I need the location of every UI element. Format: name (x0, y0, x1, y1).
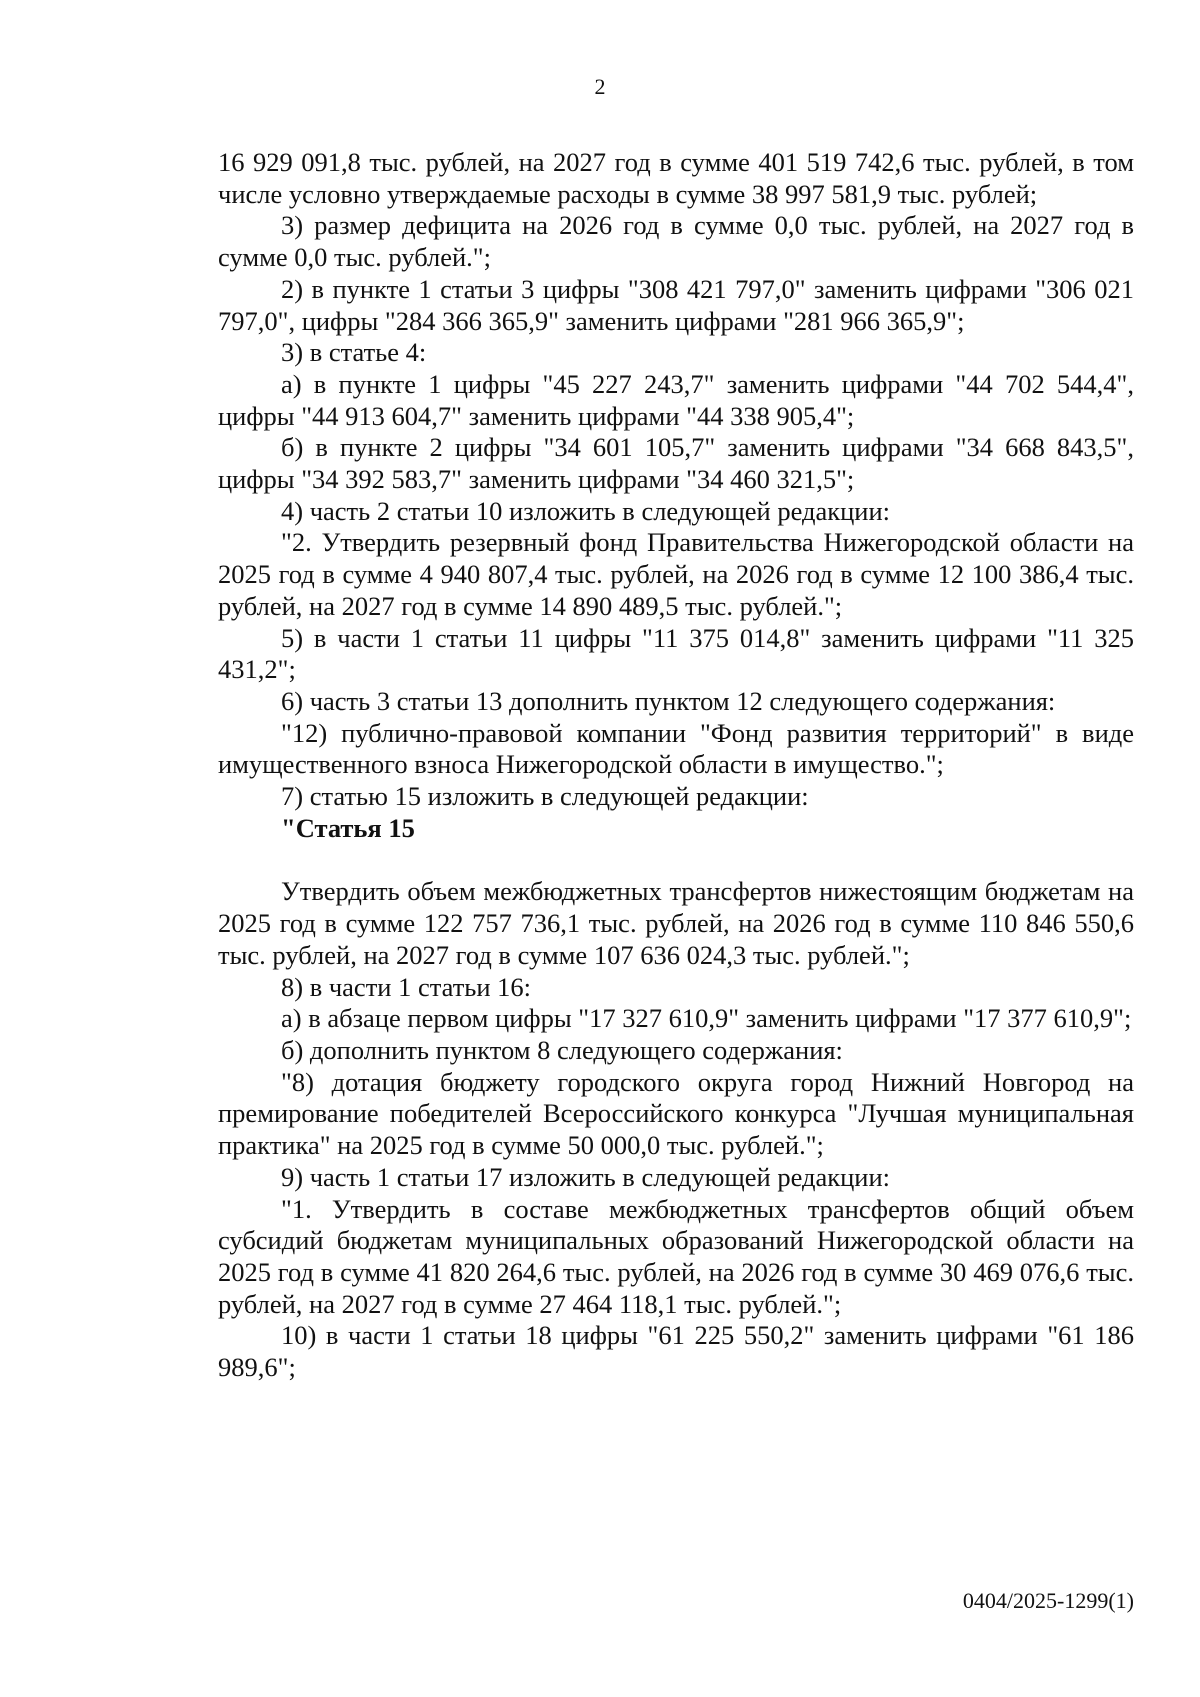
paragraph-subsidies: "1. Утвердить в составе межбюджетных трансфертов общий объем субсидий бюджетам муниципальных образований Нижегородской области на 2025 год в сумме 41 820 264,6 тыс. рублей, на 2026 год в сумме 30 469 076,6 тыс. рублей, на 2027 год в сумме 27 464 118,1 тыс. рублей."; (218, 1193, 1134, 1319)
paragraph-continuation: 16 929 091,8 тыс. рублей, на 2027 год в сумме 401 519 742,6 тыс. рублей, в том числе условно утверждаемые расходы в сумме 38 997 581,9 тыс. рублей; (218, 147, 1134, 209)
paragraph-item-4: 4) часть 2 статьи 10 изложить в следующей редакции: (281, 495, 891, 526)
paragraph-item-3: 3) в статье 4: (281, 337, 427, 368)
paragraph-reserve-fund: "2. Утвердить резервный фонд Правительства Нижегородской области на 2025 год в сумме 4 940 807,4 тыс. рублей, на 2026 год в сумме 12 100 386,4 тыс. рублей, на 2027 год в сумме 14 890 489,5 тыс. рублей."; (218, 527, 1134, 621)
article-heading: "Статья 15 (281, 812, 415, 843)
paragraph-item-8b: б) дополнить пунктом 8 следующего содержания: (281, 1034, 843, 1065)
paragraph-item-3b: б) в пункте 2 цифры "34 601 105,7" заменить цифрами "34 668 843,5", цифры "34 392 583,7" заменить цифрами "34 460 321,5"; (218, 432, 1134, 495)
page-number: 2 (594, 74, 606, 99)
paragraph-item-6: 6) часть 3 статьи 13 дополнить пунктом 12 следующего содержания: (281, 685, 1056, 716)
paragraph-item-7: 7) статью 15 изложить в следующей редакции: (281, 781, 809, 812)
document-body (218, 147, 1134, 1384)
paragraph-deficit: 3) размер дефицита на 2026 год в сумме 0,0 тыс. рублей, на 2027 год в сумме 0,0 тыс. рублей."; (218, 210, 1134, 273)
paragraph-article-15-text: Утвердить объем межбюджетных трансфертов нижестоящим бюджетам на 2025 год в сумме 122 757 736,1 тыс. рублей, на 2026 год в сумме 110 846 550,6 тыс. рублей, на 2027 год в сумме 107 636 024,3 тыс. рублей."; (218, 876, 1134, 970)
paragraph-item-10: 10) в части 1 статьи 18 цифры "61 225 550,2" заменить цифрами "61 186 989,6"; (218, 1320, 1134, 1383)
paragraph-subsidy-8: "8) дотация бюджету городского округа город Нижний Новгород на премирование победителей Всероссийского конкурса "Лучшая муниципальная практика" на 2025 год в сумме 50 000,0 тыс. рублей."; (218, 1066, 1134, 1161)
paragraph-item-8a: а) в абзаце первом цифры "17 327 610,9" заменить цифрами "17 377 610,9"; (281, 1003, 1132, 1034)
paragraph-item-9: 9) часть 1 статьи 17 изложить в следующей редакции: (281, 1161, 891, 1192)
paragraph-item-3a: а) в пункте 1 цифры "45 227 243,7" заменить цифрами "44 702 544,4", цифры "44 913 604,7" заменить цифрами "44 338 905,4"; (218, 368, 1134, 431)
paragraph-item-12: "12) публично-правовой компании "Фонд развития территорий" в виде имущественного взноса Нижегородской области в имущество."; (218, 717, 1134, 780)
document-code: 0404/2025-1299(1) (962, 1588, 1134, 1613)
paragraph-item-5: 5) в части 1 статьи 11 цифры "11 375 014,8" заменить цифрами "11 325 431,2"; (218, 622, 1134, 685)
paragraph-item-2: 2) в пункте 1 статьи 3 цифры "308 421 797,0" заменить цифрами "306 021 797,0", цифры "284 366 365,9" заменить цифрами "281 966 365,9"; (218, 273, 1134, 336)
paragraph-item-8: 8) в части 1 статьи 16: (281, 971, 532, 1002)
